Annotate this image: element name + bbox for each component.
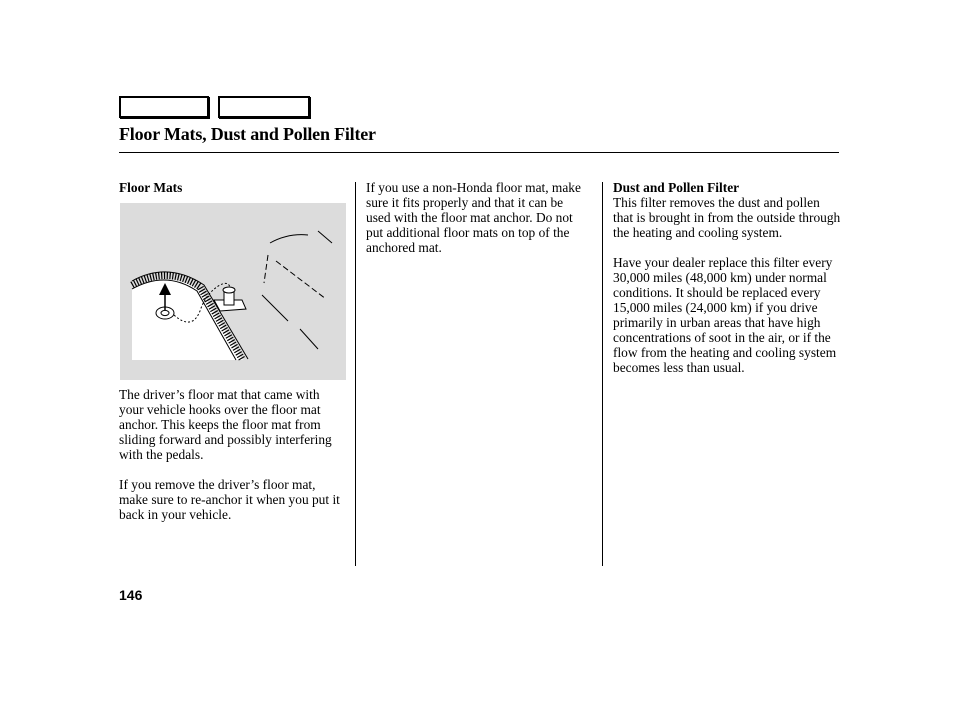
right-column: [613, 180, 841, 375]
filter-paragraph-1: This filter removes the dust and pollen that is brought in from the outside through the heating and cooling system.: [613, 195, 841, 240]
column-divider-1: [355, 182, 356, 566]
floor-mats-heading: Floor Mats: [119, 180, 183, 195]
filter-paragraph-2: Have your dealer replace this filter every 30,000 miles (48,000 km) under normal conditions. It should be replaced every 15,000 miles (24,000 km) if you drive primarily in urban areas that have high concentrations of soot in the air, or if the flow from the heating and cooling system becomes less than usual.: [613, 255, 837, 375]
left-column-body: [119, 387, 341, 522]
section-tab-2[interactable]: [218, 96, 310, 118]
floor-mat-anchor-illustration: [120, 203, 346, 380]
title-rule: [119, 152, 839, 153]
floor-mat-drawing: [120, 203, 346, 380]
section-tabs: [119, 96, 310, 118]
left-column: [119, 180, 341, 195]
dust-pollen-filter-heading: Dust and Pollen Filter: [613, 180, 740, 195]
non-honda-mat-paragraph: If you use a non-Honda floor mat, make sure it fits properly and that it can be used with the floor mat anchor. Do not put additional floor mats on top of the anchored mat.: [366, 180, 581, 255]
column-divider-2: [602, 182, 603, 566]
middle-column: [366, 180, 590, 255]
page-title: Floor Mats, Dust and Pollen Filter: [119, 124, 376, 144]
section-tab-1[interactable]: [119, 96, 209, 118]
floor-mat-paragraph-1: The driver’s floor mat that came with your vehicle hooks over the floor mat anchor. This keeps the floor mat from sliding forward and possibly interfering with the pedals.: [119, 387, 332, 462]
page-number: 146: [119, 587, 143, 603]
floor-mat-paragraph-2: If you remove the driver’s floor mat, make sure to re-anchor it when you put it back in your vehicle.: [119, 477, 340, 522]
